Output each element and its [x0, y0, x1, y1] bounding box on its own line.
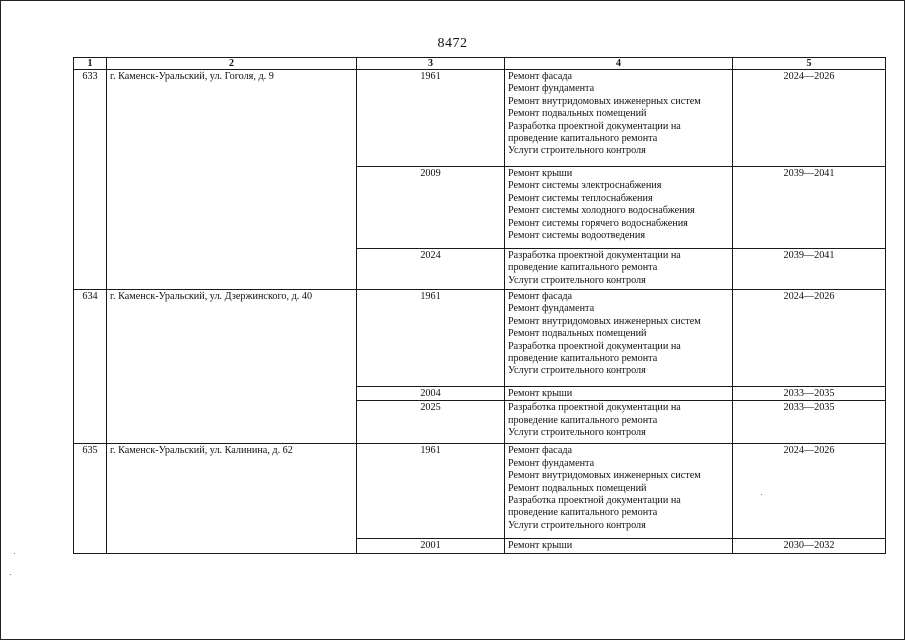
work-item: Услуги строительного контроля: [508, 427, 646, 439]
repair-period: 2039—2041: [733, 249, 886, 290]
object-number: 635: [74, 444, 107, 553]
repair-period: 2033—2035: [733, 387, 886, 401]
header-col-4: 4: [505, 58, 733, 70]
header-col-2: 2: [107, 58, 357, 70]
work-item: Ремонт внутридомовых инженерных систем: [508, 470, 701, 482]
work-item: Ремонт фасада: [508, 445, 573, 457]
table-row: [74, 444, 886, 539]
table-row: [74, 70, 886, 167]
work-item: Ремонт системы водоотведения: [508, 230, 646, 242]
scan-speck: [10, 574, 11, 575]
work-item: проведение капитального ремонта: [508, 507, 658, 519]
commissioning-year: 2009: [357, 167, 505, 249]
repair-period: 2030—2032: [733, 539, 886, 553]
works-list: [505, 167, 733, 249]
work-item: Ремонт системы горячего водоснабжения: [508, 217, 688, 229]
work-item: проведение капитального ремонта: [508, 414, 658, 426]
work-item: Разработка проектной документации на: [508, 495, 681, 507]
repair-period: 2039—2041: [733, 167, 886, 249]
work-item: Ремонт крыши: [508, 168, 573, 179]
work-item: проведение капитального ремонта: [508, 353, 658, 365]
works-list: [505, 70, 733, 167]
table-header-row: [74, 58, 886, 70]
page-number: 8472: [437, 36, 468, 51]
scan-speck: [761, 494, 762, 495]
commissioning-year: 2004: [357, 387, 505, 401]
work-item: Ремонт подвальных помещений: [508, 482, 647, 494]
work-item: Разработка проектной документации на: [508, 120, 681, 132]
work-item: проведение капитального ремонта: [508, 133, 658, 145]
header-col-3: 3: [357, 58, 505, 70]
repair-period: 2024—2026: [733, 290, 886, 387]
works-list: [505, 539, 733, 553]
works-list: [505, 290, 733, 387]
repair-schedule-table: [73, 57, 886, 554]
object-address: г. Каменск-Уральский, ул. Калинина, д. 62: [107, 444, 357, 553]
work-item: Ремонт фундамента: [508, 457, 595, 469]
work-item: проведение капитального ремонта: [508, 262, 658, 274]
table-body: [74, 70, 886, 554]
work-item: Услуги строительного контроля: [508, 274, 646, 286]
work-item: Ремонт системы холодного водоснабжения: [508, 205, 695, 217]
work-item: Ремонт системы электроснабжения: [508, 180, 662, 192]
work-item: Разработка проектной документации на: [508, 250, 681, 261]
work-item: Ремонт подвальных помещений: [508, 108, 647, 120]
commissioning-year: 1961: [357, 290, 505, 387]
work-item: Ремонт фундамента: [508, 83, 595, 95]
work-item: Ремонт фасада: [508, 291, 573, 302]
header-col-5: 5: [733, 58, 886, 70]
scan-speck: [14, 553, 15, 554]
work-item: Ремонт внутридомовых инженерных систем: [508, 95, 701, 107]
work-item: Ремонт внутридомовых инженерных систем: [508, 315, 701, 327]
works-list: [505, 249, 733, 290]
work-item: Ремонт крыши: [508, 388, 573, 399]
work-item: Услуги строительного контроля: [508, 145, 646, 157]
work-item: Разработка проектной документации на: [508, 402, 681, 414]
object-number: 634: [74, 290, 107, 444]
repair-period: 2033—2035: [733, 401, 886, 444]
commissioning-year: 1961: [357, 444, 505, 539]
header-col-1: 1: [74, 58, 107, 70]
work-item: Ремонт подвальных помещений: [508, 328, 647, 340]
table-row: [74, 290, 886, 387]
object-number: 633: [74, 70, 107, 290]
work-item: Ремонт системы теплоснабжения: [508, 192, 653, 204]
work-item: Разработка проектной документации на: [508, 340, 681, 352]
work-item: Ремонт крыши: [508, 540, 573, 552]
works-list: [505, 444, 733, 539]
commissioning-year: 1961: [357, 70, 505, 167]
works-list: [505, 387, 733, 401]
work-item: Услуги строительного контроля: [508, 365, 646, 377]
object-address: г. Каменск-Уральский, ул. Дзержинского, д. 40: [107, 290, 357, 444]
commissioning-year: 2025: [357, 401, 505, 444]
works-list: [505, 401, 733, 444]
repair-period: 2024—2026: [733, 70, 886, 167]
object-address: г. Каменск-Уральский, ул. Гоголя, д. 9: [107, 70, 357, 290]
commissioning-year: 2001: [357, 539, 505, 553]
work-item: Ремонт фасада: [508, 71, 573, 82]
work-item: Ремонт фундамента: [508, 303, 595, 315]
repair-period: 2024—2026: [733, 444, 886, 539]
work-item: Услуги строительного контроля: [508, 519, 646, 531]
commissioning-year: 2024: [357, 249, 505, 290]
